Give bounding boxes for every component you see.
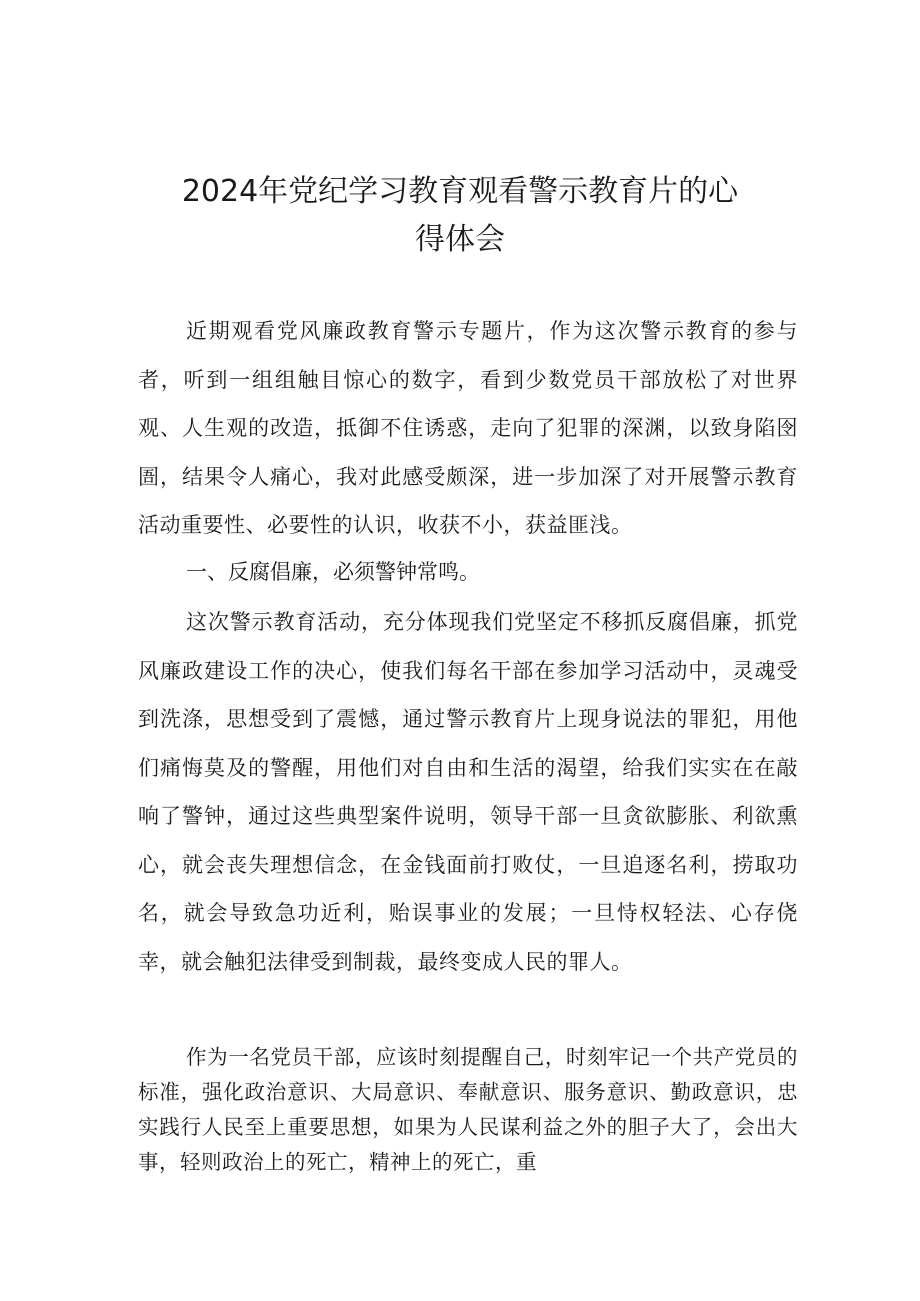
document-title [140, 168, 780, 264]
title-line-2: 得体会 [415, 222, 505, 257]
paragraph-intro: 近期观看党风廉政教育警示专题片，作为这次警示教育的参与者，听到一组组触目惊心的数字，看到少数党员干部放松了对世界观、人生观的改造，抵御不住诱惑，走向了犯罪的深渊，以致身陷囹圄，结果令人痛心，我对此感受颇深，进一步加深了对开展警示教育活动重要性、必要性的认识，收获不小，获益匪浅。 [138, 319, 798, 537]
section-heading: 一、反腐倡廉，必须警钟常鸣。 [186, 560, 480, 584]
paragraph-section-1: 这次警示教育活动，充分体现我们党坚定不移抓反腐倡廉，抓党风廉政建设工作的决心，使我们每名干部在参加学习活动中，灵魂受到洗涤，思想受到了震憾，通过警示教育片上现身说法的罪犯，用他们痛悔莫及的警醒，用他们对自由和生活的渴望，给我们实实在在敲响了警钟，通过这些典型案件说明，领导干部一旦贪欲膨胀、利欲熏心，就会丧失理想信念，在金钱面前打败仗，一旦追逐名利，捞取功名，就会导致急功近利，贻误事业的发展；一旦恃权轻法、心存侥幸，就会触犯法律受到制裁，最终变成人民的罪人。 [138, 610, 798, 974]
title-line-1: 2024年党纪学习教育观看警示教育片的心 [181, 174, 739, 209]
paragraph-party-member: 作为一名党员干部，应该时刻提醒自己，时刻牢记一个共产党员的标准，强化政治意识、大局意识、奉献意识、服务意识、勤政意识，忠实践行人民至上重要思想，如果为人民谋利益之外的胆子大了，会出大事，轻则政治上的死亡，精神上的死亡，重 [138, 1045, 798, 1174]
